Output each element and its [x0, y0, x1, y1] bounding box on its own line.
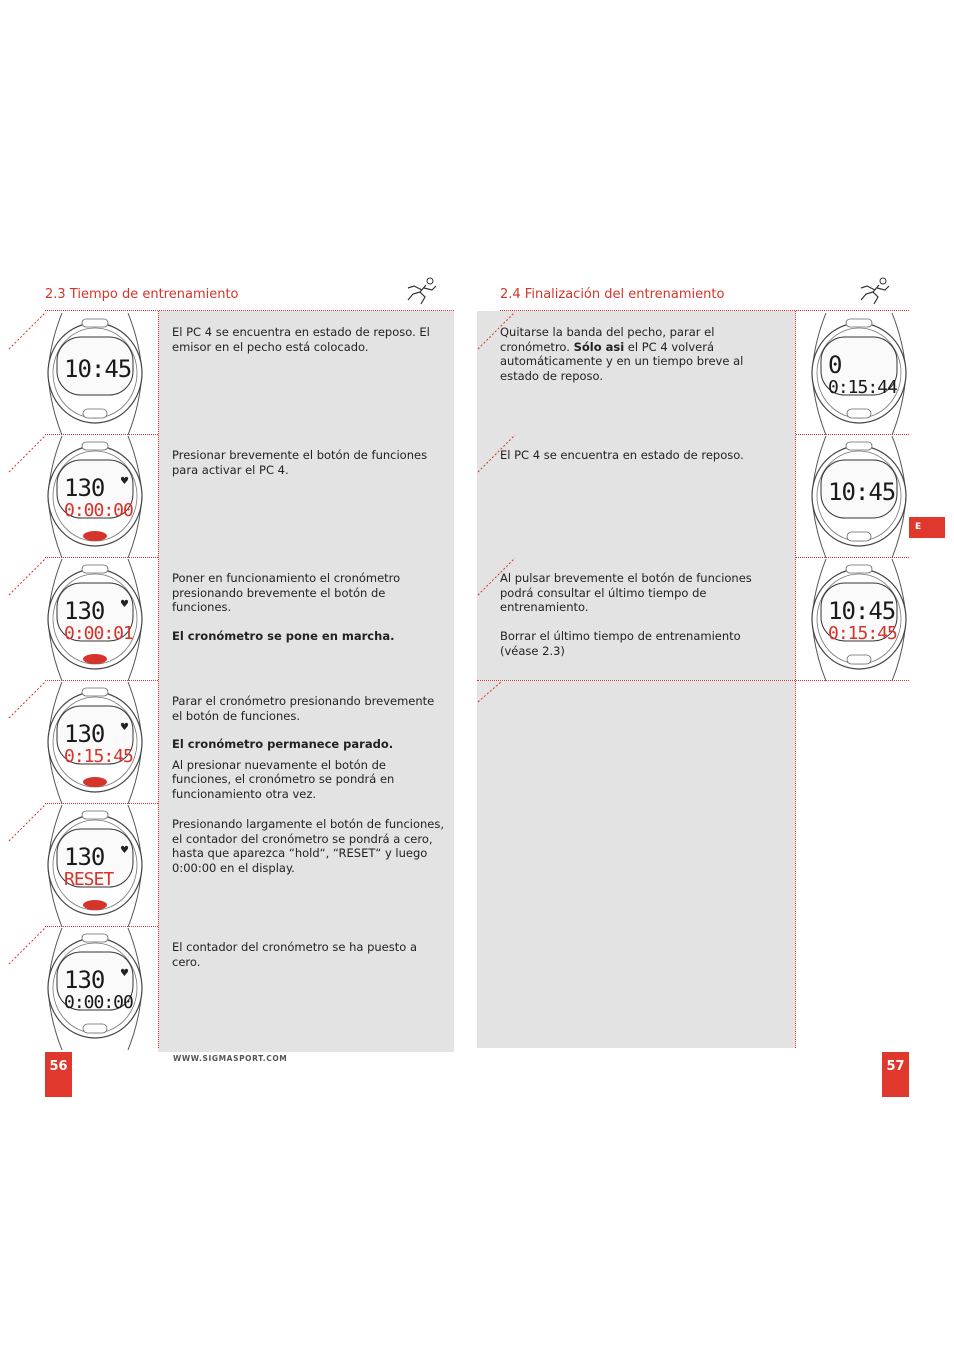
step-paragraph: Presionar brevemente el botón de funciones para activar el PC 4.: [172, 448, 428, 477]
svg-text:130: 130: [64, 474, 105, 502]
language-tab[interactable]: E: [909, 517, 945, 538]
step-text: [172, 817, 444, 889]
step-text: [172, 940, 444, 983]
watch-display: [40, 559, 150, 681]
watch-display: [40, 313, 150, 435]
svg-text:10:45: 10:45: [828, 597, 896, 625]
watch-display: [804, 313, 914, 435]
svg-text:130: 130: [64, 966, 105, 994]
right-page-title: 2.4 Finalización del entrenamiento: [500, 287, 725, 302]
step-slash: [8, 311, 48, 351]
heart-icon: ♥: [120, 599, 129, 610]
page-number-right: 57: [882, 1052, 909, 1097]
step-slash: [477, 557, 517, 597]
svg-text:10:45: 10:45: [828, 478, 896, 506]
runner-icon-left: [400, 276, 440, 306]
step-slash: [8, 680, 48, 720]
heart-icon: ♥: [120, 845, 129, 856]
svg-text:0:15:45: 0:15:45: [64, 746, 133, 767]
step-paragraph: El cronómetro se pone en marcha.: [172, 628, 395, 643]
step-text: [172, 448, 444, 491]
svg-text:0: 0: [828, 351, 842, 379]
svg-text:10:45: 10:45: [64, 355, 132, 383]
svg-text:0:00:00: 0:00:00: [64, 992, 133, 1013]
svg-text:0:15:44: 0:15:44: [828, 377, 897, 398]
footer-url: WWW.SIGMASPORT.COM: [173, 1054, 288, 1063]
step-text: Al pulsar brevemente el botón de funciones podrá consultar el último tiempo de entrenamiento. Borrar el último tiempo de entrenamiento (véase 2.3): [500, 571, 752, 658]
step-text: [172, 325, 444, 368]
svg-text:130: 130: [64, 843, 105, 871]
runner-icon-right: [853, 276, 893, 306]
step-slash: [477, 434, 517, 474]
step-paragraph: Parar el cronómetro presionando brevemente el botón de funciones.: [172, 694, 435, 723]
step-text: [172, 694, 444, 816]
heart-icon: ♥: [120, 968, 129, 979]
svg-text:0:00:00: 0:00:00: [64, 500, 133, 521]
step-slash: [8, 803, 48, 843]
step-slash: [477, 311, 517, 351]
step-separator: [477, 680, 909, 681]
heart-icon: ♥: [120, 722, 129, 733]
step-text: Quitarse la banda del pecho, parar el cronómetro. Sólo asi el PC 4 volverá automáticamente y en un tiempo breve al estado de reposo.: [500, 325, 744, 383]
step-paragraph: Poner en funcionamiento el cronómetro presionando brevemente el botón de funciones.: [172, 571, 401, 615]
svg-text:130: 130: [64, 597, 105, 625]
svg-text:130: 130: [64, 720, 105, 748]
step-slash: [8, 557, 48, 597]
step-text: [172, 571, 444, 649]
watch-display: [40, 805, 150, 927]
svg-text:0:15:45: 0:15:45: [828, 623, 897, 644]
svg-text:RESET: RESET: [64, 869, 114, 890]
step-paragraph: Presionando largamente el botón de funciones, el contador del cronómetro se pondrá a cero, hasta que aparezca “hold“, “RESET“ y luego 0:00:00 en el display.: [172, 817, 445, 875]
step-slash: [8, 434, 48, 474]
watch-display: [40, 682, 150, 804]
watch-display: [804, 436, 914, 558]
step-paragraph: El cronómetro permanece parado.: [172, 737, 394, 752]
watch-display: [40, 436, 150, 558]
heart-icon: ♥: [120, 476, 129, 487]
left-page-title: 2.3 Tiempo de entrenamiento: [45, 287, 239, 302]
svg-text:0:00:01: 0:00:01: [64, 623, 133, 644]
watch-display: [804, 559, 914, 681]
step-slash: [8, 926, 48, 966]
page-number-left: 56: [45, 1052, 72, 1097]
step-paragraph: El PC 4 se encuentra en estado de reposo. El emisor en el pecho está colocado.: [172, 325, 430, 354]
step-paragraph: El contador del cronómetro se ha puesto a cero.: [172, 940, 417, 969]
step-paragraph: Al presionar nuevamente el botón de funciones, el cronómetro se pondrá en funcionamiento otra vez.: [172, 757, 395, 801]
step-text: El PC 4 se encuentra en estado de reposo.: [500, 448, 744, 462]
watch-display: [40, 928, 150, 1050]
